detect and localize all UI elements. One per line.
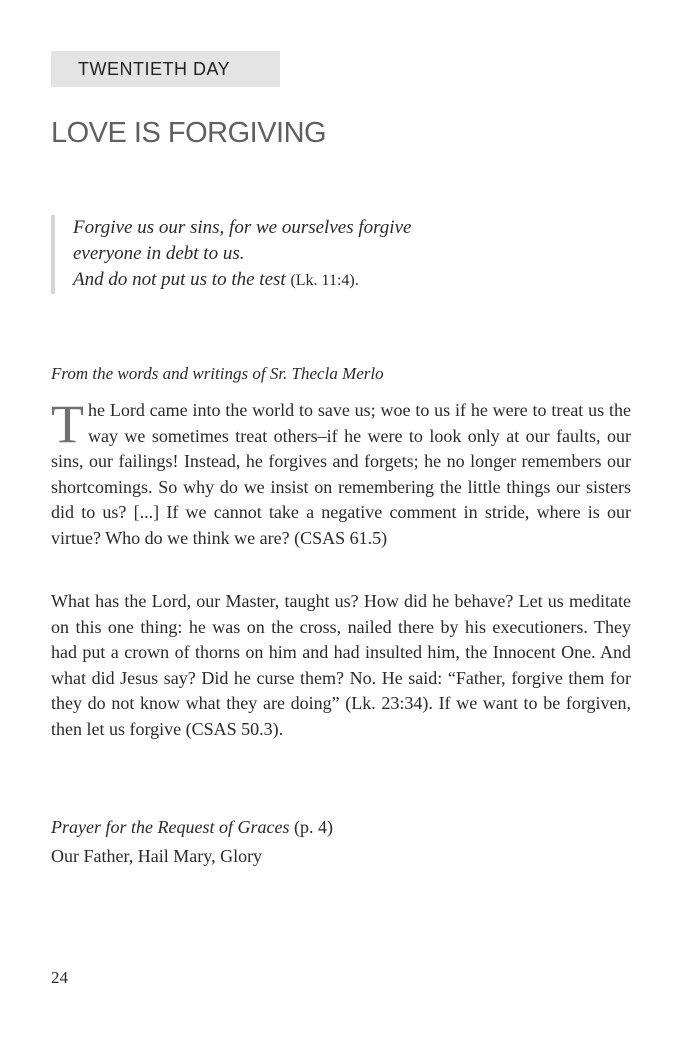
epigraph-line-2: everyone in debt to us. bbox=[73, 243, 245, 264]
page-title: LOVE IS FORGIVING bbox=[51, 117, 327, 149]
epigraph-line-3-text: And do not put us to the test bbox=[73, 269, 286, 290]
page-number: 24 bbox=[51, 968, 68, 987]
prayer-list: Our Father, Hail Mary, Glory bbox=[51, 846, 263, 866]
source-attribution: From the words and writings of Sr. Thecla Merlo bbox=[51, 364, 384, 383]
prayer-instruction bbox=[51, 814, 333, 840]
epigraph-line-3 bbox=[73, 267, 573, 294]
prayer-page-ref: (p. 4) bbox=[293, 817, 333, 837]
epigraph-quote bbox=[51, 215, 573, 294]
paragraph-1-text: he Lord came into the world to save us; woe to us if he were to treat us the way we sometimes treat others–if he were to look only at our faults, our sins, our failings! Instead, he forgives and forgets; he no longer remembers our shortcomings. So why do we insist on remembering the little things our sisters did to us? [...] If we cannot take a negative comment in stride, where is our virtue? Who do we think we are? (CSAS 61.5) bbox=[51, 400, 631, 548]
epigraph-reference: (Lk. 11:4). bbox=[290, 272, 359, 289]
epigraph-line-1: Forgive us our sins, for we ourselves forgive bbox=[73, 217, 412, 238]
prayer-title: Prayer for the Request of Graces bbox=[51, 817, 290, 837]
drop-cap: T bbox=[51, 394, 84, 454]
day-label: TWENTIETH DAY bbox=[51, 51, 280, 87]
reading-paragraph-1 bbox=[51, 394, 631, 551]
reading-paragraph-2: What has the Lord, our Master, taught us? How did he behave? Let us meditate on this one thing: he was on the cross, nailed there by his executioners. They had put a crown of thorns on him and had insulted him, the Innocent One. And what did Jesus say? Did he curse them? No. He said: “Father, forgive them for they do not know what they are doing” (Lk. 23:34). If we want to be forgiven, then let us forgive (CSAS 50.3). bbox=[51, 591, 631, 739]
